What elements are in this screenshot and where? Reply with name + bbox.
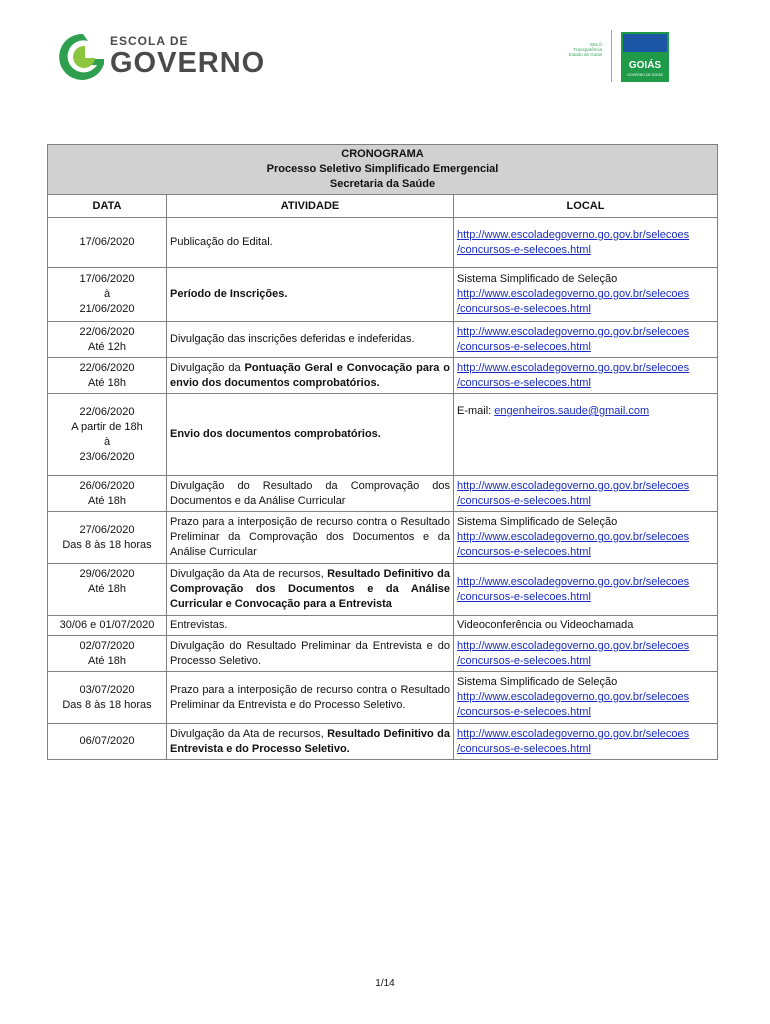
email-link[interactable]: engenheiros.saude@gmail.com — [494, 405, 650, 417]
table-row — [48, 268, 718, 322]
date-cell: 03/07/2020 Das 8 às 18 horas — [48, 672, 167, 724]
activity-cell: Divulgação das inscrições deferidas e indeferidas. — [167, 322, 454, 358]
local-cell — [454, 564, 718, 616]
table-secretaria: Secretaria da Saúde — [329, 178, 436, 190]
date-cell: 02/07/2020 Até 18h — [48, 636, 167, 672]
local-cell — [454, 724, 718, 760]
logo-big-text: GOVERNO — [110, 47, 266, 79]
selecoes-link[interactable]: http://www.escoladegoverno.go.gov.br/selecoes /concursos-e-selecoes.html — [457, 361, 690, 389]
selecoes-link[interactable]: http://www.escoladegoverno.go.gov.br/selecoes /concursos-e-selecoes.html — [457, 639, 690, 667]
local-cell: Sistema Simplificado de Seleção http://www.escoladegoverno.go.gov.br/selecoes /concursos-e-selecoes.html — [454, 268, 718, 322]
local-cell: Videoconferência ou Videochamada — [454, 616, 718, 636]
goias-flag-stars — [623, 34, 667, 52]
activity-cell: Envio dos documentos comprobatórios. — [167, 394, 454, 476]
table-row — [48, 616, 718, 636]
date-cell: 06/07/2020 — [48, 724, 167, 760]
selecoes-link[interactable]: http://www.escoladegoverno.go.gov.br/selecoes /concursos-e-selecoes.html — [457, 228, 690, 256]
transparency-seal: SELO Transparência Estado de Goiás — [568, 42, 602, 57]
activity-cell: Divulgação da Ata de recursos, Resultado Definitivo da Comprovação dos Documentos e da Análise Curricular e Convocação para a Entrevista — [167, 564, 454, 616]
date-cell: 29/06/2020 Até 18h — [48, 564, 167, 616]
column-header-date: DATA — [48, 195, 167, 218]
date-cell: 26/06/2020 Até 18h — [48, 476, 167, 512]
local-cell: E-mail: engenheiros.saude@gmail.com — [454, 394, 718, 476]
date-cell: 30/06 e 01/07/2020 — [48, 616, 167, 636]
table-row — [48, 724, 718, 760]
table-row — [48, 672, 718, 724]
activity-cell: Divulgação da Pontuação Geral e Convocação para o envio dos documentos comprobatórios. — [167, 358, 454, 394]
date-cell: 22/06/2020 Até 18h — [48, 358, 167, 394]
selecoes-link[interactable]: http://www.escoladegoverno.go.gov.br/selecoes /concursos-e-selecoes.html — [457, 325, 690, 353]
activity-cell: Divulgação do Resultado da Comprovação dos Documentos e da Análise Curricular — [167, 476, 454, 512]
goias-wordmark: GOIÁS — [628, 60, 662, 71]
date-cell: 17/06/2020 — [48, 218, 167, 268]
logo-small-text: ESCOLA DE — [110, 34, 189, 48]
table-row — [48, 476, 718, 512]
local-cell: Sistema Simplificado de Seleção http://www.escoladegoverno.go.gov.br/selecoes /concursos-e-selecoes.html — [454, 512, 718, 564]
local-cell — [454, 322, 718, 358]
table-row — [48, 394, 718, 476]
table-row — [48, 358, 718, 394]
activity-cell: Publicação do Edital. — [167, 218, 454, 268]
table-row — [48, 218, 718, 268]
column-header-activity: ATIVIDADE — [167, 195, 454, 218]
selecoes-link[interactable]: http://www.escoladegoverno.go.gov.br/selecoes /concursos-e-selecoes.html — [457, 288, 690, 315]
local-cell — [454, 218, 718, 268]
selecoes-link[interactable]: http://www.escoladegoverno.go.gov.br/selecoes /concursos-e-selecoes.html — [457, 531, 690, 558]
local-cell — [454, 636, 718, 672]
local-cell — [454, 476, 718, 512]
table-row — [48, 636, 718, 672]
table-title: CRONOGRAMA — [341, 148, 424, 160]
local-cell — [454, 358, 718, 394]
table-subtitle: Processo Seletivo Simplificado Emergencial — [266, 163, 499, 175]
activity-cell: Período de Inscrições. — [167, 268, 454, 322]
table-title-cell — [48, 145, 718, 195]
local-cell: Sistema Simplificado de Seleção http://www.escoladegoverno.go.gov.br/selecoes /concursos-e-selecoes.html — [454, 672, 718, 724]
goias-subtitle: GOVERNO DE GOIÁS — [627, 73, 663, 77]
activity-cell: Divulgação do Resultado Preliminar da Entrevista e do Processo Seletivo. — [167, 636, 454, 672]
selecoes-link[interactable]: http://www.escoladegoverno.go.gov.br/selecoes /concursos-e-selecoes.html — [457, 691, 690, 718]
selecoes-link[interactable]: http://www.escoladegoverno.go.gov.br/selecoes /concursos-e-selecoes.html — [457, 479, 690, 507]
page-number: 1/14 — [375, 978, 395, 989]
table-row — [48, 322, 718, 358]
table-row — [48, 564, 718, 616]
logo-wordmark — [110, 34, 265, 78]
date-cell: 22/06/2020 A partir de 18h à 23/06/2020 — [48, 394, 167, 476]
selecoes-link[interactable]: http://www.escoladegoverno.go.gov.br/selecoes /concursos-e-selecoes.html — [457, 727, 690, 755]
header-divider — [611, 30, 612, 82]
date-cell: 17/06/2020 à 21/06/2020 — [48, 268, 167, 322]
column-header-local: LOCAL — [454, 195, 718, 218]
activity-cell: Entrevistas. — [167, 616, 454, 636]
activity-cell: Prazo para a interposição de recurso contra o Resultado Preliminar da Comprovação dos Documentos e da Análise Curricular — [167, 512, 454, 564]
table-row — [48, 512, 718, 564]
date-cell: 22/06/2020 Até 12h — [48, 322, 167, 358]
activity-cell: Prazo para a interposição de recurso contra o Resultado Preliminar da Entrevista e do Processo Seletivo. — [167, 672, 454, 724]
date-cell: 27/06/2020 Das 8 às 18 horas — [48, 512, 167, 564]
goias-government-logo — [621, 32, 669, 82]
selecoes-link[interactable]: http://www.escoladegoverno.go.gov.br/selecoes /concursos-e-selecoes.html — [457, 575, 690, 603]
activity-cell: Divulgação da Ata de recursos, Resultado Definitivo da Entrevista e do Processo Seletivo. — [167, 724, 454, 760]
cronograma-table — [47, 144, 718, 760]
